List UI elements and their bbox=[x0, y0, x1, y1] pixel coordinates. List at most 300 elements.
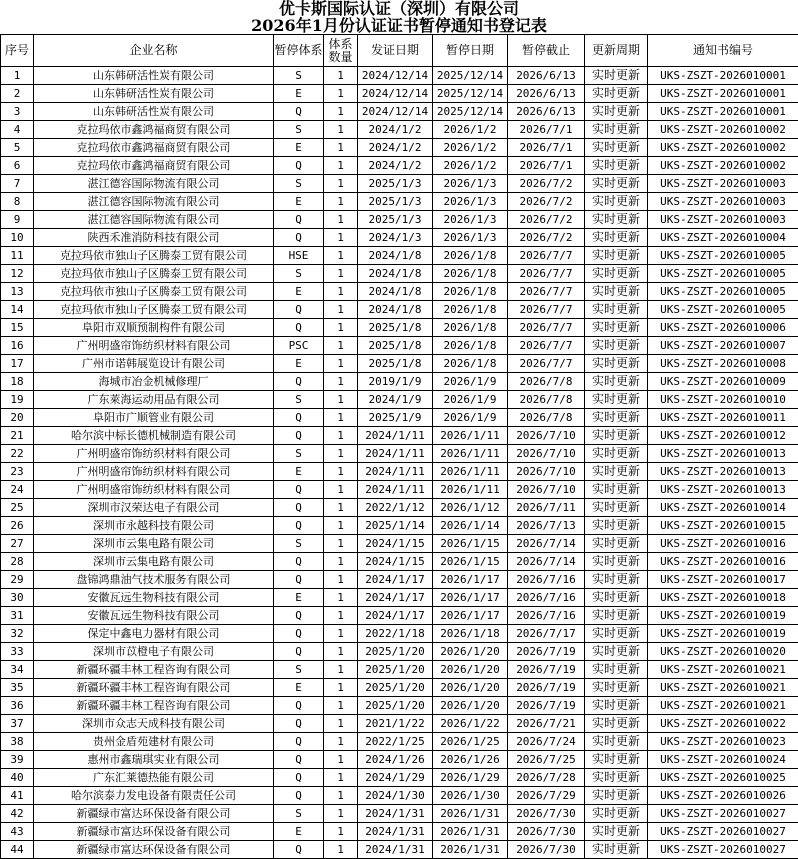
cell-seq: 19 bbox=[1, 391, 34, 409]
cell-suspend-date: 2026/1/11 bbox=[433, 481, 508, 499]
cell-company: 安徽瓦远生物科技有限公司 bbox=[34, 607, 274, 625]
cell-seq: 27 bbox=[1, 535, 34, 553]
cell-suspend-end: 2026/7/2 bbox=[508, 229, 585, 247]
cell-system: E bbox=[274, 283, 324, 301]
cell-issue-date: 2024/12/14 bbox=[358, 67, 433, 85]
cell-company: 广州明盛帘饰纺织材料有限公司 bbox=[34, 481, 274, 499]
cell-update-cycle: 实时更新 bbox=[585, 499, 648, 517]
table-row bbox=[1, 535, 798, 553]
cell-suspend-end: 2026/7/24 bbox=[508, 733, 585, 751]
cell-notice-no: UKS-ZSZT-2026010001 bbox=[648, 85, 798, 103]
table-row bbox=[1, 589, 798, 607]
cell-issue-date: 2022/1/12 bbox=[358, 499, 433, 517]
cell-seq: 32 bbox=[1, 625, 34, 643]
cell-suspend-end: 2026/7/10 bbox=[508, 463, 585, 481]
table-row bbox=[1, 175, 798, 193]
cell-update-cycle: 实时更新 bbox=[585, 157, 648, 175]
cell-seq: 9 bbox=[1, 211, 34, 229]
table-row bbox=[1, 805, 798, 823]
cell-company: 克拉玛依市独山子区腾泰工贸有限公司 bbox=[34, 283, 274, 301]
cell-update-cycle: 实时更新 bbox=[585, 697, 648, 715]
cell-count: 1 bbox=[324, 661, 358, 679]
table-row bbox=[1, 553, 798, 571]
cell-suspend-end: 2026/7/16 bbox=[508, 571, 585, 589]
cell-update-cycle: 实时更新 bbox=[585, 643, 648, 661]
cell-company: 新疆绿市富达环保设备有限公司 bbox=[34, 823, 274, 841]
cell-seq: 21 bbox=[1, 427, 34, 445]
cell-company: 广州明盛帘饰纺织材料有限公司 bbox=[34, 445, 274, 463]
cell-system: Q bbox=[274, 517, 324, 535]
cell-system: S bbox=[274, 805, 324, 823]
cell-suspend-end: 2026/7/2 bbox=[508, 193, 585, 211]
cell-seq: 31 bbox=[1, 607, 34, 625]
cell-update-cycle: 实时更新 bbox=[585, 715, 648, 733]
cell-update-cycle: 实时更新 bbox=[585, 625, 648, 643]
cell-seq: 23 bbox=[1, 463, 34, 481]
cell-issue-date: 2024/1/15 bbox=[358, 553, 433, 571]
table-row bbox=[1, 283, 798, 301]
table-row bbox=[1, 733, 798, 751]
cell-suspend-date: 2026/1/20 bbox=[433, 643, 508, 661]
cell-system: S bbox=[274, 67, 324, 85]
cell-notice-no: UKS-ZSZT-2026010020 bbox=[648, 643, 798, 661]
cell-suspend-date: 2026/1/25 bbox=[433, 733, 508, 751]
cell-suspend-date: 2026/1/2 bbox=[433, 157, 508, 175]
cell-seq: 25 bbox=[1, 499, 34, 517]
cell-suspend-date: 2026/1/18 bbox=[433, 625, 508, 643]
cell-count: 1 bbox=[324, 769, 358, 787]
cell-notice-no: UKS-ZSZT-2026010019 bbox=[648, 607, 798, 625]
cell-notice-no: UKS-ZSZT-2026010013 bbox=[648, 445, 798, 463]
cell-company: 保定中鑫电力器材有限公司 bbox=[34, 625, 274, 643]
cell-system: Q bbox=[274, 841, 324, 859]
cell-suspend-end: 2026/7/8 bbox=[508, 373, 585, 391]
cell-update-cycle: 实时更新 bbox=[585, 463, 648, 481]
cell-suspend-end: 2026/7/30 bbox=[508, 841, 585, 859]
table-row bbox=[1, 265, 798, 283]
cell-issue-date: 2024/1/8 bbox=[358, 265, 433, 283]
cell-issue-date: 2025/1/8 bbox=[358, 355, 433, 373]
cell-update-cycle: 实时更新 bbox=[585, 211, 648, 229]
cell-issue-date: 2024/12/14 bbox=[358, 103, 433, 121]
cell-notice-no: UKS-ZSZT-2026010019 bbox=[648, 625, 798, 643]
cell-suspend-date: 2026/1/14 bbox=[433, 517, 508, 535]
cell-company: 广州市诺韩展览设计有限公司 bbox=[34, 355, 274, 373]
cell-company: 安徽瓦远生物科技有限公司 bbox=[34, 589, 274, 607]
cell-suspend-end: 2026/7/8 bbox=[508, 409, 585, 427]
cell-issue-date: 2024/1/8 bbox=[358, 301, 433, 319]
cell-issue-date: 2024/1/17 bbox=[358, 571, 433, 589]
cell-suspend-end: 2026/7/10 bbox=[508, 481, 585, 499]
table-row bbox=[1, 67, 798, 85]
cell-count: 1 bbox=[324, 841, 358, 859]
cell-seq: 16 bbox=[1, 337, 34, 355]
cell-company: 陕西禾准消防科技有限公司 bbox=[34, 229, 274, 247]
cell-count: 1 bbox=[324, 553, 358, 571]
cell-company: 克拉玛依市独山子区腾泰工贸有限公司 bbox=[34, 265, 274, 283]
table-body bbox=[1, 67, 798, 859]
cell-count: 1 bbox=[324, 175, 358, 193]
cell-count: 1 bbox=[324, 805, 358, 823]
cell-suspend-date: 2026/1/3 bbox=[433, 211, 508, 229]
cell-count: 1 bbox=[324, 373, 358, 391]
cell-suspend-date: 2026/1/8 bbox=[433, 265, 508, 283]
cell-company: 新疆绿市富达环保设备有限公司 bbox=[34, 805, 274, 823]
cell-count: 1 bbox=[324, 103, 358, 121]
cell-system: E bbox=[274, 139, 324, 157]
cell-count: 1 bbox=[324, 535, 358, 553]
cell-notice-no: UKS-ZSZT-2026010011 bbox=[648, 409, 798, 427]
cell-system: Q bbox=[274, 211, 324, 229]
cell-count: 1 bbox=[324, 355, 358, 373]
cell-notice-no: UKS-ZSZT-2026010023 bbox=[648, 733, 798, 751]
cell-seq: 39 bbox=[1, 751, 34, 769]
cell-system: HSE bbox=[274, 247, 324, 265]
cell-issue-date: 2021/1/22 bbox=[358, 715, 433, 733]
cell-update-cycle: 实时更新 bbox=[585, 607, 648, 625]
cell-system: Q bbox=[274, 373, 324, 391]
cell-suspend-date: 2026/1/8 bbox=[433, 301, 508, 319]
cell-count: 1 bbox=[324, 823, 358, 841]
header-notice-no: 通知书编号 bbox=[648, 35, 798, 67]
cell-seq: 17 bbox=[1, 355, 34, 373]
cell-system: Q bbox=[274, 751, 324, 769]
cell-issue-date: 2024/1/2 bbox=[358, 157, 433, 175]
cell-suspend-date: 2026/1/17 bbox=[433, 571, 508, 589]
cell-notice-no: UKS-ZSZT-2026010005 bbox=[648, 301, 798, 319]
table-row bbox=[1, 697, 798, 715]
cell-seq: 43 bbox=[1, 823, 34, 841]
cell-company: 克拉玛依市独山子区腾泰工贸有限公司 bbox=[34, 247, 274, 265]
table-row bbox=[1, 373, 798, 391]
cell-system: E bbox=[274, 463, 324, 481]
cell-system: Q bbox=[274, 715, 324, 733]
cell-company: 山东韩研活性炭有限公司 bbox=[34, 85, 274, 103]
cell-issue-date: 2024/12/14 bbox=[358, 85, 433, 103]
table-row bbox=[1, 103, 798, 121]
table-row bbox=[1, 337, 798, 355]
table-row bbox=[1, 751, 798, 769]
cell-system: Q bbox=[274, 643, 324, 661]
cell-company: 广州明盛帘饰纺织材料有限公司 bbox=[34, 337, 274, 355]
cell-suspend-date: 2026/1/31 bbox=[433, 805, 508, 823]
cell-count: 1 bbox=[324, 211, 358, 229]
cell-suspend-date: 2026/1/11 bbox=[433, 445, 508, 463]
cell-company: 湛江德容国际物流有限公司 bbox=[34, 211, 274, 229]
cell-update-cycle: 实时更新 bbox=[585, 85, 648, 103]
cell-suspend-date: 2026/1/8 bbox=[433, 337, 508, 355]
cell-company: 深圳市永越科技有限公司 bbox=[34, 517, 274, 535]
cell-count: 1 bbox=[324, 697, 358, 715]
cell-suspend-end: 2026/7/16 bbox=[508, 589, 585, 607]
cell-count: 1 bbox=[324, 67, 358, 85]
cell-suspend-date: 2026/1/3 bbox=[433, 229, 508, 247]
cell-suspend-end: 2026/7/10 bbox=[508, 445, 585, 463]
cell-seq: 6 bbox=[1, 157, 34, 175]
cell-seq: 1 bbox=[1, 67, 34, 85]
cell-notice-no: UKS-ZSZT-2026010021 bbox=[648, 697, 798, 715]
cell-issue-date: 2024/1/11 bbox=[358, 427, 433, 445]
cell-suspend-end: 2026/7/19 bbox=[508, 661, 585, 679]
cell-notice-no: UKS-ZSZT-2026010014 bbox=[648, 499, 798, 517]
cell-issue-date: 2024/1/8 bbox=[358, 247, 433, 265]
cell-system: Q bbox=[274, 607, 324, 625]
cell-seq: 28 bbox=[1, 553, 34, 571]
cell-notice-no: UKS-ZSZT-2026010002 bbox=[648, 157, 798, 175]
cell-update-cycle: 实时更新 bbox=[585, 535, 648, 553]
cell-system: Q bbox=[274, 787, 324, 805]
cell-suspend-date: 2026/1/26 bbox=[433, 751, 508, 769]
cell-suspend-date: 2026/1/30 bbox=[433, 787, 508, 805]
cell-count: 1 bbox=[324, 409, 358, 427]
table-row bbox=[1, 211, 798, 229]
cell-company: 新疆环疆丰林工程咨询有限公司 bbox=[34, 697, 274, 715]
cell-count: 1 bbox=[324, 751, 358, 769]
cell-update-cycle: 实时更新 bbox=[585, 337, 648, 355]
cell-suspend-date: 2026/1/8 bbox=[433, 355, 508, 373]
cell-issue-date: 2024/1/17 bbox=[358, 607, 433, 625]
cell-count: 1 bbox=[324, 229, 358, 247]
cell-suspend-date: 2026/1/17 bbox=[433, 607, 508, 625]
cell-notice-no: UKS-ZSZT-2026010015 bbox=[648, 517, 798, 535]
cell-count: 1 bbox=[324, 85, 358, 103]
cell-suspend-date: 2026/1/8 bbox=[433, 283, 508, 301]
cell-count: 1 bbox=[324, 193, 358, 211]
cell-seq: 20 bbox=[1, 409, 34, 427]
cell-update-cycle: 实时更新 bbox=[585, 733, 648, 751]
cell-notice-no: UKS-ZSZT-2026010005 bbox=[648, 247, 798, 265]
cell-suspend-date: 2026/1/9 bbox=[433, 391, 508, 409]
cell-suspend-end: 2026/7/21 bbox=[508, 715, 585, 733]
cell-issue-date: 2024/1/2 bbox=[358, 121, 433, 139]
header-issue-date: 发证日期 bbox=[358, 35, 433, 67]
cell-notice-no: UKS-ZSZT-2026010018 bbox=[648, 589, 798, 607]
cell-system: Q bbox=[274, 769, 324, 787]
cell-suspend-end: 2026/6/13 bbox=[508, 85, 585, 103]
cell-company: 山东韩研活性炭有限公司 bbox=[34, 103, 274, 121]
cell-notice-no: UKS-ZSZT-2026010022 bbox=[648, 715, 798, 733]
cell-system: Q bbox=[274, 103, 324, 121]
cell-issue-date: 2024/1/9 bbox=[358, 391, 433, 409]
cell-seq: 34 bbox=[1, 661, 34, 679]
cell-notice-no: UKS-ZSZT-2026010016 bbox=[648, 553, 798, 571]
cell-update-cycle: 实时更新 bbox=[585, 355, 648, 373]
cell-count: 1 bbox=[324, 481, 358, 499]
cell-notice-no: UKS-ZSZT-2026010003 bbox=[648, 193, 798, 211]
suspension-table bbox=[0, 34, 798, 859]
cell-suspend-end: 2026/7/16 bbox=[508, 607, 585, 625]
cell-update-cycle: 实时更新 bbox=[585, 445, 648, 463]
cell-suspend-end: 2026/7/30 bbox=[508, 805, 585, 823]
cell-suspend-date: 2026/1/22 bbox=[433, 715, 508, 733]
cell-suspend-end: 2026/6/13 bbox=[508, 103, 585, 121]
cell-update-cycle: 实时更新 bbox=[585, 571, 648, 589]
cell-system: Q bbox=[274, 229, 324, 247]
cell-notice-no: UKS-ZSZT-2026010027 bbox=[648, 805, 798, 823]
cell-company: 哈尔滨中标长德机械制造有限公司 bbox=[34, 427, 274, 445]
cell-update-cycle: 实时更新 bbox=[585, 247, 648, 265]
cell-suspend-end: 2026/7/7 bbox=[508, 319, 585, 337]
header-company: 企业名称 bbox=[34, 35, 274, 67]
cell-suspend-end: 2026/7/2 bbox=[508, 175, 585, 193]
cell-seq: 18 bbox=[1, 373, 34, 391]
cell-notice-no: UKS-ZSZT-2026010001 bbox=[648, 103, 798, 121]
cell-count: 1 bbox=[324, 319, 358, 337]
cell-system: S bbox=[274, 175, 324, 193]
cell-count: 1 bbox=[324, 427, 358, 445]
cell-notice-no: UKS-ZSZT-2026010003 bbox=[648, 175, 798, 193]
cell-count: 1 bbox=[324, 445, 358, 463]
table-row bbox=[1, 301, 798, 319]
cell-suspend-date: 2025/12/14 bbox=[433, 103, 508, 121]
table-row bbox=[1, 463, 798, 481]
cell-seq: 37 bbox=[1, 715, 34, 733]
cell-update-cycle: 实时更新 bbox=[585, 751, 648, 769]
cell-suspend-date: 2026/1/2 bbox=[433, 121, 508, 139]
cell-count: 1 bbox=[324, 499, 358, 517]
table-row bbox=[1, 409, 798, 427]
cell-system: E bbox=[274, 85, 324, 103]
cell-seq: 29 bbox=[1, 571, 34, 589]
cell-system: PSC bbox=[274, 337, 324, 355]
cell-update-cycle: 实时更新 bbox=[585, 481, 648, 499]
header-suspend-end: 暂停截止 bbox=[508, 35, 585, 67]
header-count: 体系数量 bbox=[324, 35, 358, 67]
cell-suspend-end: 2026/6/13 bbox=[508, 67, 585, 85]
cell-count: 1 bbox=[324, 283, 358, 301]
header-suspend-date: 暂停日期 bbox=[433, 35, 508, 67]
cell-company: 克拉玛依市鑫鸿福商贸有限公司 bbox=[34, 121, 274, 139]
cell-seq: 14 bbox=[1, 301, 34, 319]
cell-notice-no: UKS-ZSZT-2026010005 bbox=[648, 265, 798, 283]
cell-company: 克拉玛依市鑫鸿福商贸有限公司 bbox=[34, 139, 274, 157]
cell-notice-no: UKS-ZSZT-2026010017 bbox=[648, 571, 798, 589]
cell-notice-no: UKS-ZSZT-2026010016 bbox=[648, 535, 798, 553]
cell-update-cycle: 实时更新 bbox=[585, 769, 648, 787]
cell-issue-date: 2025/1/3 bbox=[358, 211, 433, 229]
cell-issue-date: 2025/1/3 bbox=[358, 193, 433, 211]
cell-issue-date: 2024/1/31 bbox=[358, 805, 433, 823]
cell-update-cycle: 实时更新 bbox=[585, 193, 648, 211]
cell-company: 深圳市汉荣达电子有限公司 bbox=[34, 499, 274, 517]
cell-suspend-end: 2026/7/30 bbox=[508, 823, 585, 841]
cell-company: 盘锦鸿鼎油气技术服务有限公司 bbox=[34, 571, 274, 589]
cell-company: 克拉玛依市独山子区腾泰工贸有限公司 bbox=[34, 301, 274, 319]
cell-suspend-date: 2025/12/14 bbox=[433, 67, 508, 85]
cell-notice-no: UKS-ZSZT-2026010012 bbox=[648, 427, 798, 445]
table-row bbox=[1, 787, 798, 805]
table-row bbox=[1, 607, 798, 625]
cell-suspend-end: 2026/7/14 bbox=[508, 553, 585, 571]
cell-issue-date: 2022/1/18 bbox=[358, 625, 433, 643]
cell-company: 广东汇莱德热能有限公司 bbox=[34, 769, 274, 787]
cell-suspend-end: 2026/7/29 bbox=[508, 787, 585, 805]
cell-count: 1 bbox=[324, 733, 358, 751]
cell-suspend-date: 2026/1/15 bbox=[433, 553, 508, 571]
cell-seq: 30 bbox=[1, 589, 34, 607]
cell-notice-no: UKS-ZSZT-2026010006 bbox=[648, 319, 798, 337]
cell-suspend-end: 2026/7/2 bbox=[508, 211, 585, 229]
cell-issue-date: 2024/1/29 bbox=[358, 769, 433, 787]
cell-suspend-date: 2026/1/31 bbox=[433, 823, 508, 841]
cell-count: 1 bbox=[324, 337, 358, 355]
cell-suspend-date: 2026/1/20 bbox=[433, 661, 508, 679]
cell-count: 1 bbox=[324, 265, 358, 283]
cell-suspend-end: 2026/7/19 bbox=[508, 643, 585, 661]
cell-update-cycle: 实时更新 bbox=[585, 409, 648, 427]
cell-seq: 35 bbox=[1, 679, 34, 697]
sheet-title: 2026年1月份认证证书暂停通知书登记表 bbox=[251, 16, 547, 35]
cell-issue-date: 2024/1/11 bbox=[358, 445, 433, 463]
cell-update-cycle: 实时更新 bbox=[585, 67, 648, 85]
cell-system: E bbox=[274, 589, 324, 607]
cell-suspend-end: 2026/7/7 bbox=[508, 337, 585, 355]
table-row bbox=[1, 481, 798, 499]
cell-notice-no: UKS-ZSZT-2026010002 bbox=[648, 139, 798, 157]
cell-seq: 10 bbox=[1, 229, 34, 247]
cell-issue-date: 2025/1/20 bbox=[358, 697, 433, 715]
cell-system: Q bbox=[274, 571, 324, 589]
cell-update-cycle: 实时更新 bbox=[585, 841, 648, 859]
cell-seq: 7 bbox=[1, 175, 34, 193]
cell-system: Q bbox=[274, 157, 324, 175]
cell-update-cycle: 实时更新 bbox=[585, 589, 648, 607]
cell-count: 1 bbox=[324, 247, 358, 265]
cell-system: Q bbox=[274, 481, 324, 499]
cell-issue-date: 2024/1/31 bbox=[358, 841, 433, 859]
cell-system: Q bbox=[274, 301, 324, 319]
cell-notice-no: UKS-ZSZT-2026010004 bbox=[648, 229, 798, 247]
cell-system: S bbox=[274, 445, 324, 463]
cell-seq: 44 bbox=[1, 841, 34, 859]
cell-seq: 36 bbox=[1, 697, 34, 715]
table-row bbox=[1, 571, 798, 589]
table-row bbox=[1, 445, 798, 463]
cell-issue-date: 2024/1/2 bbox=[358, 139, 433, 157]
cell-update-cycle: 实时更新 bbox=[585, 301, 648, 319]
cell-suspend-date: 2026/1/11 bbox=[433, 427, 508, 445]
cell-suspend-end: 2026/7/25 bbox=[508, 751, 585, 769]
table-row bbox=[1, 319, 798, 337]
cell-notice-no: UKS-ZSZT-2026010009 bbox=[648, 373, 798, 391]
cell-system: E bbox=[274, 193, 324, 211]
cell-seq: 15 bbox=[1, 319, 34, 337]
cell-issue-date: 2024/1/17 bbox=[358, 589, 433, 607]
table-row bbox=[1, 715, 798, 733]
cell-suspend-end: 2026/7/7 bbox=[508, 283, 585, 301]
cell-company: 新疆绿市富达环保设备有限公司 bbox=[34, 841, 274, 859]
cell-notice-no: UKS-ZSZT-2026010026 bbox=[648, 787, 798, 805]
cell-update-cycle: 实时更新 bbox=[585, 319, 648, 337]
header-seq: 序号 bbox=[1, 35, 34, 67]
cell-issue-date: 2024/1/31 bbox=[358, 823, 433, 841]
cell-system: S bbox=[274, 661, 324, 679]
cell-system: S bbox=[274, 391, 324, 409]
cell-update-cycle: 实时更新 bbox=[585, 427, 648, 445]
cell-suspend-end: 2026/7/28 bbox=[508, 769, 585, 787]
cell-issue-date: 2025/1/20 bbox=[358, 679, 433, 697]
cell-seq: 11 bbox=[1, 247, 34, 265]
cell-notice-no: UKS-ZSZT-2026010001 bbox=[648, 67, 798, 85]
cell-company: 惠州市鑫瑞琪实业有限公司 bbox=[34, 751, 274, 769]
cell-notice-no: UKS-ZSZT-2026010013 bbox=[648, 463, 798, 481]
table-row bbox=[1, 625, 798, 643]
cell-notice-no: UKS-ZSZT-2026010003 bbox=[648, 211, 798, 229]
cell-notice-no: UKS-ZSZT-2026010007 bbox=[648, 337, 798, 355]
cell-issue-date: 2024/1/15 bbox=[358, 535, 433, 553]
cell-notice-no: UKS-ZSZT-2026010021 bbox=[648, 679, 798, 697]
table-row bbox=[1, 661, 798, 679]
